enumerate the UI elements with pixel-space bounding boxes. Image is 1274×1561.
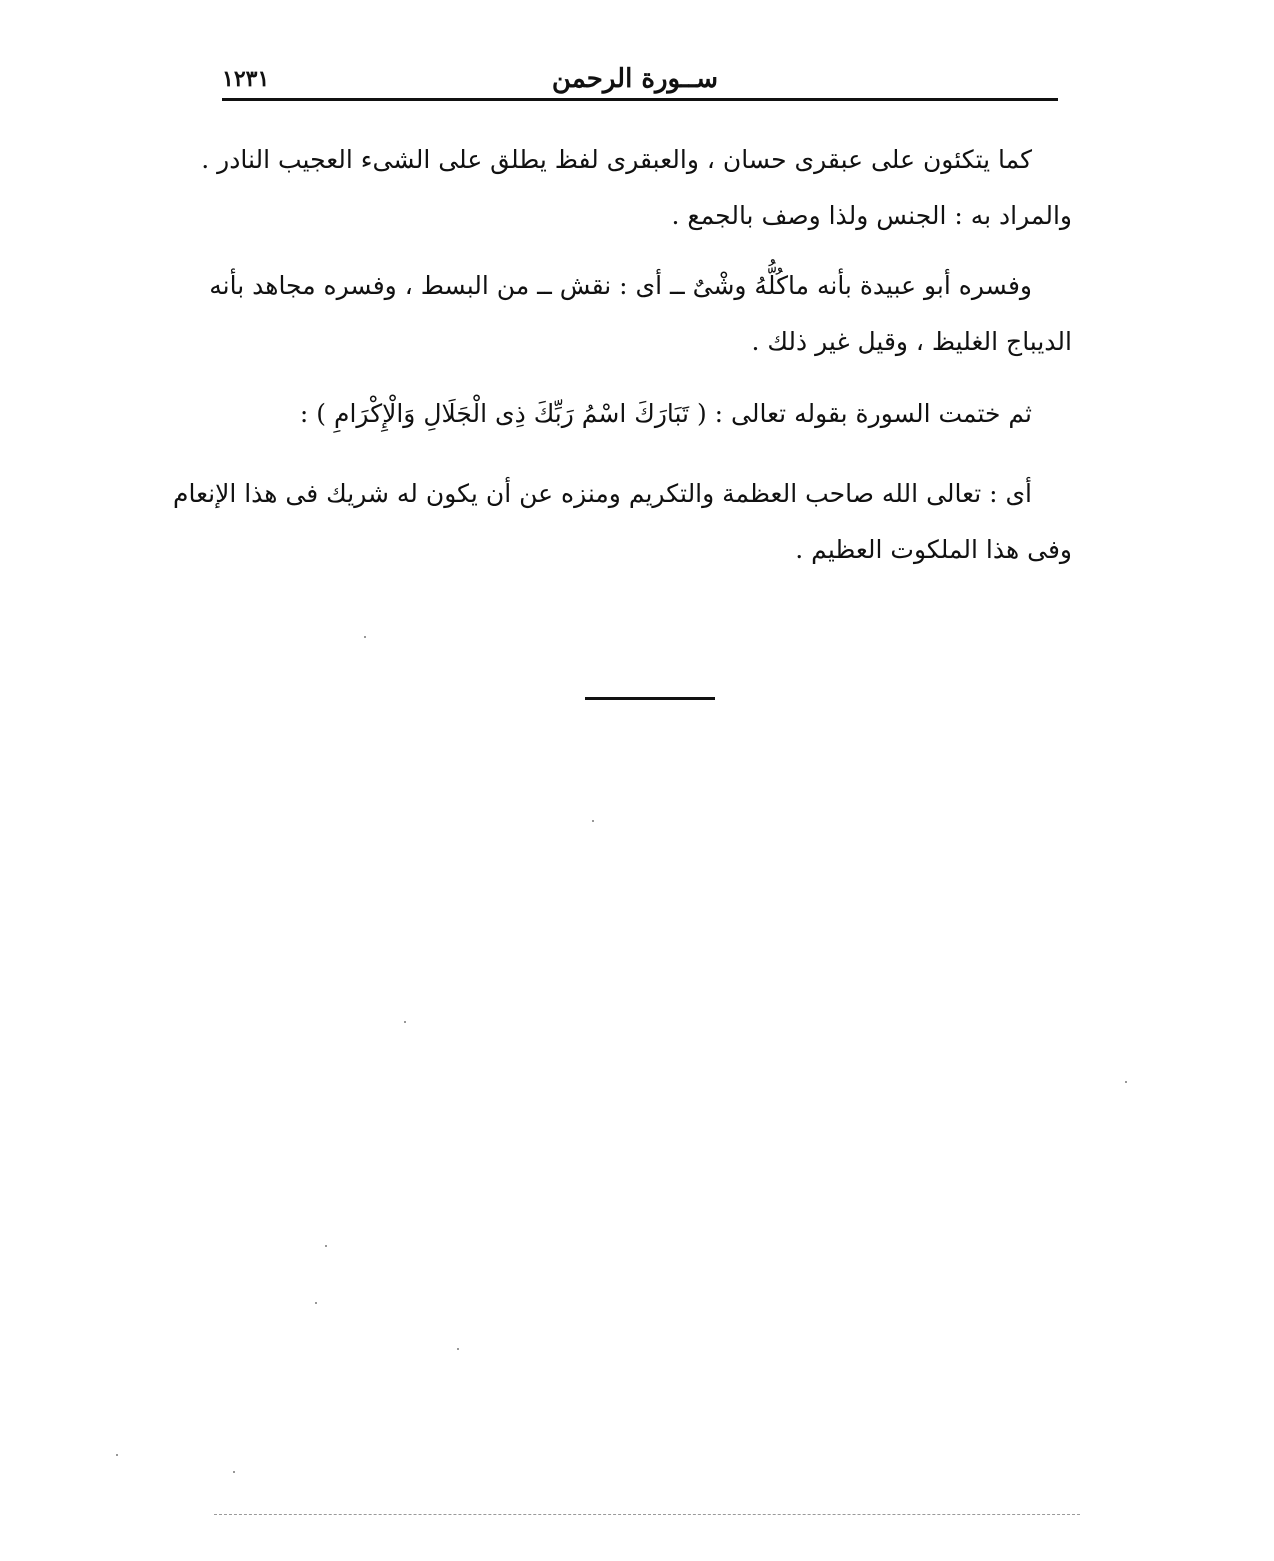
page-header [222, 60, 1058, 100]
paragraph-line: وفى هذا الملكوت العظيم . [795, 535, 1072, 564]
scan-speck [315, 1302, 317, 1304]
scan-speck [404, 1021, 406, 1023]
surah-title: ســورة الرحمن [551, 64, 718, 94]
paragraph-2 [209, 258, 1072, 370]
scan-speck [325, 1245, 327, 1247]
scan-speck [1125, 1081, 1127, 1083]
paragraph-line: أى : تعالى الله صاحب العظمة والتكريم ومنزه عن أن يكون له شريك فى هذا الإنعام [172, 479, 1032, 508]
paragraph-4 [172, 466, 1072, 578]
scan-speck [457, 1348, 459, 1350]
paragraph-line: والمراد به : الجنس ولذا وصف بالجمع . [671, 201, 1072, 230]
section-end-rule [585, 697, 715, 700]
paragraph-line: الديباج الغليظ ، وقيل غير ذلك . [751, 327, 1072, 356]
scan-speck [364, 636, 366, 638]
scan-bottom-edge [214, 1514, 1080, 1515]
header-rule [222, 98, 1058, 101]
paragraph-line: وفسره أبو عبيدة بأنه ماكُلُّهُ وشْىٌ ــ أى : نقش ــ من البسط ، وفسره مجاهد بأنه [209, 271, 1032, 300]
paragraph-3 [232, 386, 1072, 442]
page-number: ١٢٣١ [222, 66, 270, 92]
scan-speck [116, 1454, 118, 1456]
scan-speck [233, 1471, 235, 1473]
scan-speck [592, 820, 594, 822]
paragraph-line: ثم ختمت السورة بقوله تعالى : ( تَبَارَكَ اسْمُ رَبِّكَ ذِى الْجَلَالِ وَالْإِكْرَامِ ) : [299, 399, 1032, 428]
paragraph-1 [201, 132, 1072, 244]
paragraph-line: كما يتكئون على عبقرى حسان ، والعبقرى لفظ يطلق على الشىء العجيب النادر . [201, 145, 1032, 174]
